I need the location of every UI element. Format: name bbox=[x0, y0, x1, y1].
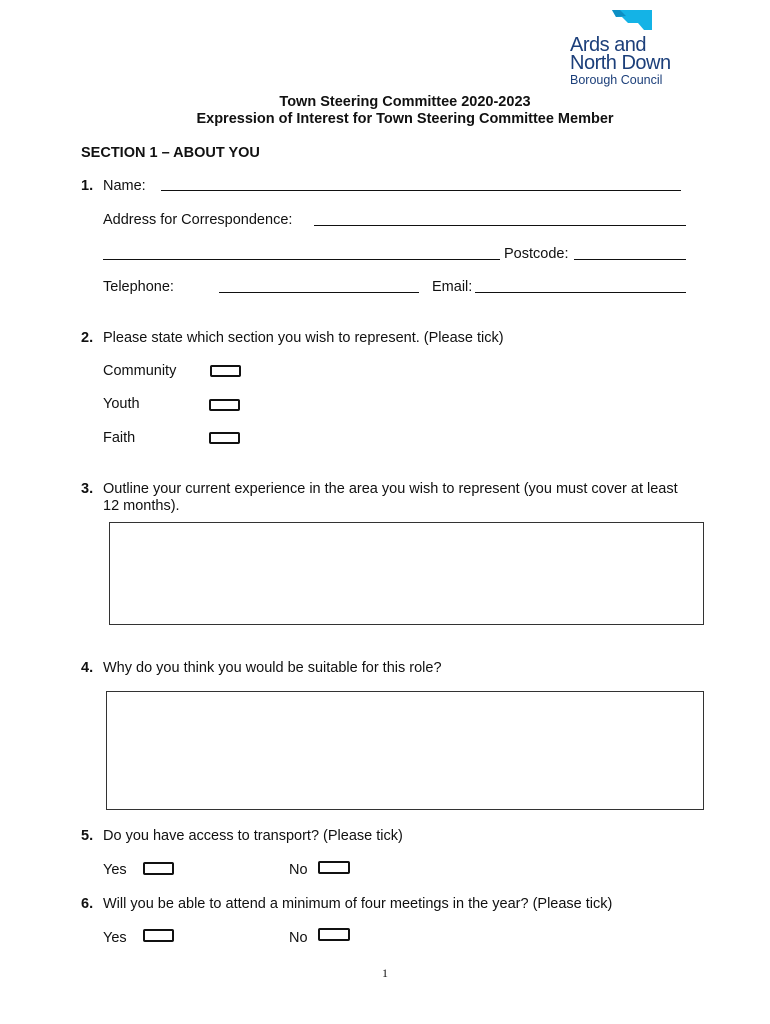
telephone-field[interactable] bbox=[219, 292, 419, 293]
question-3-text-line2: 12 months). bbox=[103, 498, 180, 514]
question-4-text: Why do you think you would be suitable for this role? bbox=[103, 660, 442, 676]
postcode-label: Postcode: bbox=[504, 246, 569, 262]
address-field-line2[interactable] bbox=[103, 259, 500, 260]
logo-mark-icon bbox=[608, 10, 653, 32]
community-checkbox[interactable] bbox=[210, 365, 241, 377]
question-3-number: 3. bbox=[81, 481, 94, 497]
option-faith-label: Faith bbox=[103, 430, 136, 446]
postcode-field[interactable] bbox=[574, 259, 686, 260]
option-youth-label: Youth bbox=[103, 396, 140, 412]
address-label: Address for Correspondence: bbox=[103, 212, 293, 228]
section-heading: SECTION 1 – ABOUT YOU bbox=[81, 145, 260, 161]
question-4-number: 4. bbox=[81, 660, 94, 676]
transport-no-checkbox[interactable] bbox=[318, 861, 350, 874]
meetings-yes-checkbox[interactable] bbox=[143, 929, 174, 942]
email-field[interactable] bbox=[475, 292, 686, 293]
faith-checkbox[interactable] bbox=[209, 432, 240, 444]
transport-yes-label: Yes bbox=[103, 862, 127, 878]
question-2-number: 2. bbox=[81, 330, 94, 346]
question-1-number: 1. bbox=[81, 178, 94, 194]
question-3-text-line1: Outline your current experience in the area you wish to represent (you must cover at least bbox=[103, 481, 678, 497]
document-subtitle: Expression of Interest for Town Steering Committee Member bbox=[196, 111, 614, 127]
email-label: Email: bbox=[432, 279, 473, 295]
logo-text-line3: Borough Council bbox=[570, 73, 663, 87]
name-label: Name: bbox=[103, 178, 146, 194]
transport-yes-checkbox[interactable] bbox=[143, 862, 174, 875]
logo-text-line2: North Down bbox=[570, 52, 671, 74]
meetings-yes-label: Yes bbox=[103, 930, 127, 946]
council-logo bbox=[566, 10, 686, 90]
logo-text-line1: Ards and bbox=[570, 34, 647, 56]
document-title: Town Steering Committee 2020-2023 bbox=[279, 94, 531, 110]
question-5-number: 5. bbox=[81, 828, 94, 844]
option-community-label: Community bbox=[103, 363, 177, 379]
name-field[interactable] bbox=[161, 190, 681, 191]
meetings-no-checkbox[interactable] bbox=[318, 928, 350, 941]
telephone-label: Telephone: bbox=[103, 279, 174, 295]
meetings-no-label: No bbox=[289, 930, 308, 946]
experience-textbox[interactable] bbox=[109, 522, 704, 625]
transport-no-label: No bbox=[289, 862, 308, 878]
youth-checkbox[interactable] bbox=[209, 399, 240, 411]
address-field-line1[interactable] bbox=[314, 225, 686, 226]
question-2-text: Please state which section you wish to represent. (Please tick) bbox=[103, 330, 504, 346]
question-6-text: Will you be able to attend a minimum of four meetings in the year? (Please tick) bbox=[103, 896, 613, 912]
page-number: 1 bbox=[382, 966, 388, 980]
question-5-text: Do you have access to transport? (Please tick) bbox=[103, 828, 403, 844]
suitability-textbox[interactable] bbox=[106, 691, 704, 810]
question-6-number: 6. bbox=[81, 896, 94, 912]
